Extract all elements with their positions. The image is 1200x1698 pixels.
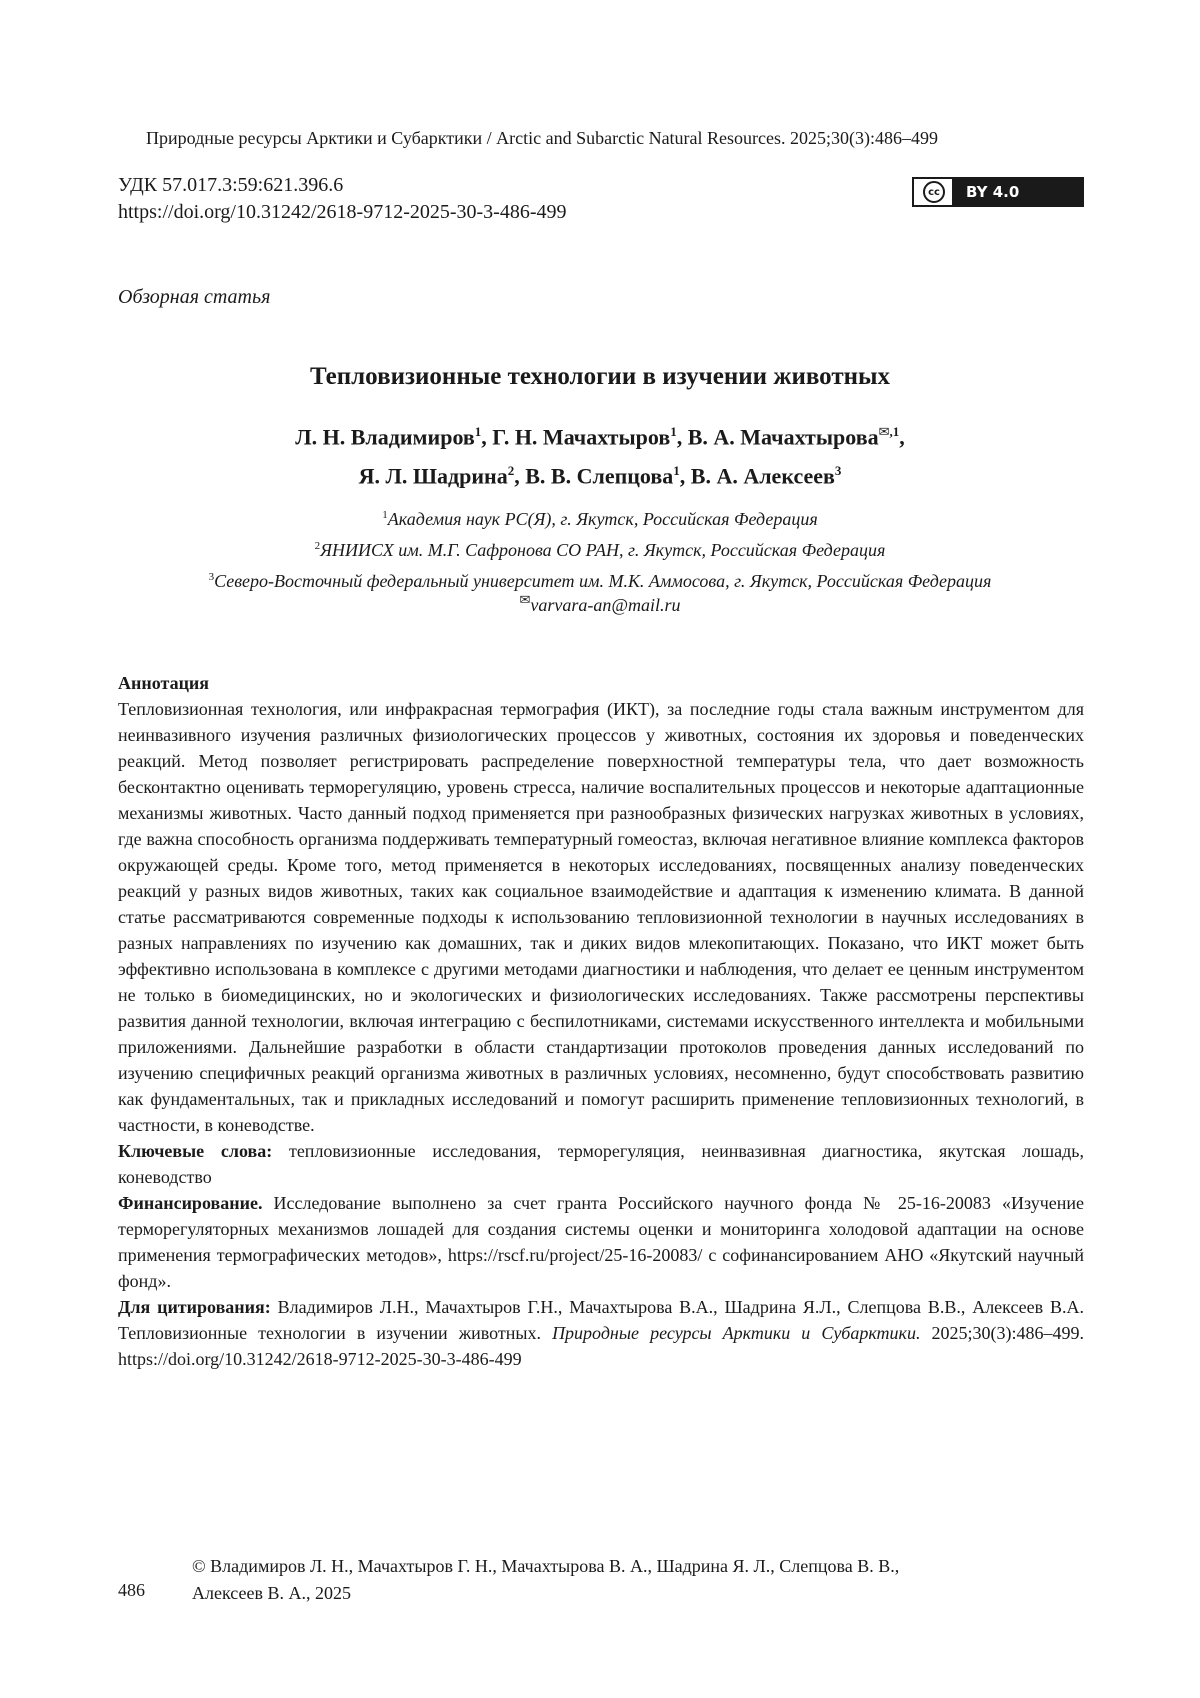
article-type: Обзорная статья xyxy=(118,286,271,308)
affiliations xyxy=(0,502,1200,595)
email-link[interactable]: varvara-an@mail.ru xyxy=(530,595,681,615)
journal-header: Природные ресурсы Арктики и Субарктики / Arctic and Subarctic Natural Resources. 2025;30(3):486–499 xyxy=(146,128,939,148)
envelope-icon: ✉ xyxy=(878,424,890,439)
funding-label: Финансирование. xyxy=(118,1193,263,1213)
citation-rest: 2025;30(3):486–499. https://doi.org/10.31242/2618-9712-2025-30-3-486-499 xyxy=(118,1323,1084,1369)
cc-by-license-badge[interactable] xyxy=(912,177,1084,207)
udk-code: УДК 57.017.3:59:621.396.6 xyxy=(118,174,344,196)
author-affil-sup: 1 xyxy=(670,424,677,439)
keywords-text: тепловизионные исследования, терморегуляция, неинвазивная диагностика, якутская лошадь, коневодство xyxy=(118,1141,1084,1187)
author-affil-sup: 1 xyxy=(673,463,680,479)
author-affil-sup: 3 xyxy=(834,463,842,479)
page-number: 486 xyxy=(118,1580,145,1600)
affiliation-2: $^2$ЯНИИСХ им. М.Г. Сафронова СО РАН, г. Якутск, Российская Федерация xyxy=(314,540,886,560)
affiliation-1: $^1$Академия наук РС(Я), г. Якутск, Российская Федерация xyxy=(382,509,818,529)
citation-label: Для цитирования: xyxy=(118,1297,271,1317)
authors-line-1: Л. Н. Владимиров$^1$, Г. Н. Мачахтыров$^1$, В. А. Мачахтырова$^{✉,1}$, xyxy=(295,424,905,450)
author-affil-sup: ,1 xyxy=(889,424,900,439)
citation-journal: Природные ресурсы Арктики и Субарктики. xyxy=(552,1323,921,1343)
authors-line-2: Я. Л. Шадрина$^2$, В. В. Слепцова$^1$, В. А. Алексеев$^3$ xyxy=(358,463,842,489)
author-name: В. В. Слепцова xyxy=(525,463,674,489)
citation-text: Владимиров Л.Н., Мачахтыров Г.Н., Мачахтырова В.А., Шадрина Я.Л., Слепцова В.В., Алексеев В.А. Тепловизионные технологии в изучении животных. xyxy=(118,1297,1085,1343)
abstract-text: Тепловизионная технология, или инфракрасная термография (ИКТ), за последние годы стала важным инструментом для неинвазивного изучения различных физиологических процессов у животных, состояния их здоровья и поведенческих реакций. Метод позволяет регистрировать распределение поверхностной температуры тела, что дает возможность бесконтактно оценивать терморегуляцию, уровень стресса, наличие воспалительных процессов и некоторые адаптационные механизмы животных. Часто данный подход применяется при разнообразных физических нагрузках животных в условиях, где важна способность организма поддерживать температурный гомеостаз, включая негативное влияние комплекса факторов окружающей среды. Кроме того, метод применяется в некоторых исследованиях, посвященных анализу поведенческих реакций у разных видов животных, таких как социальное взаимодействие и адаптация к изменению климата. В данной статье рассматриваются современные подходы к использованию тепловизионной технологии в научных исследованиях в разных направлениях по изучению как домашних, так и диких видов млекопитающих. Показано, что ИКТ может быть эффективно использована в комплексе с другими методами диагностики и наблюдения, что делает ее ценным инструментом не только в биомедицинских, но и экологических и физиологических исследованиях. Также рассмотрены перспективы развития данной технологии, включая интеграцию с беспилотниками, системами искусственного интеллекта и мобильными приложениями. Дальнейшие разработки в области стандартизации протоколов проведения данных исследований по изучению специфичных реакций организма животных в различных условиях, несомненно, будут способствовать развитию как фундаментальных, так и прикладных исследований и помогут расширить применение тепловизионных технологий, в частности, в коневодстве. xyxy=(118,699,1084,1135)
funding-text: Исследование выполнено за счет гранта Российского научного фонда № 25-16-20083 «Изучение терморегуляторных механизмов лошадей для создания системы оценки и мониторинга холодовой адаптации на основе применения термографических методов», https://rscf.ru/project/25-16-20083/ с софинансированием АНО «Якутский научный фонд». xyxy=(118,1193,1084,1291)
author-name: В. А. Алексеев xyxy=(690,463,835,489)
author-name: Г. Н. Мачахтыров xyxy=(492,424,671,450)
abstract-section xyxy=(118,670,1084,1372)
creative-commons-icon: cc xyxy=(916,179,952,205)
author-name: Я. Л. Шадрина xyxy=(358,463,508,489)
article-title: Тепловизионные технологии в изучении животных xyxy=(309,363,891,390)
envelope-icon: ✉ xyxy=(519,592,531,607)
corresponding-email xyxy=(0,592,1200,616)
abstract-heading: Аннотация xyxy=(118,673,210,693)
citation xyxy=(118,1294,1084,1372)
author-name: Л. Н. Владимиров xyxy=(295,424,475,450)
author-affil-sup: 1 xyxy=(474,424,482,439)
author-affil-sup: 2 xyxy=(507,463,515,479)
doi-link[interactable]: https://doi.org/10.31242/2618-9712-2025-30-3-486-499 xyxy=(118,201,567,223)
keywords-label: Ключевые слова: xyxy=(118,1141,273,1161)
author-name: В. А. Мачахтырова xyxy=(687,424,879,450)
keywords xyxy=(118,1138,1084,1190)
funding xyxy=(118,1190,1084,1294)
affiliation-3: $^3$Северо-Восточный федеральный университет им. М.К. Аммосова, г. Якутск, Российская Федерация xyxy=(208,571,992,591)
authors xyxy=(0,415,1200,494)
copyright-notice: © Владимиров Л. Н., Мачахтыров Г. Н., Мачахтырова В. А., Шадрина Я. Л., Слепцова В. В., Алексеев В. А., 2025 xyxy=(192,1556,900,1603)
license-label: BY 4.0 xyxy=(952,179,1082,205)
udk-block xyxy=(118,172,567,226)
